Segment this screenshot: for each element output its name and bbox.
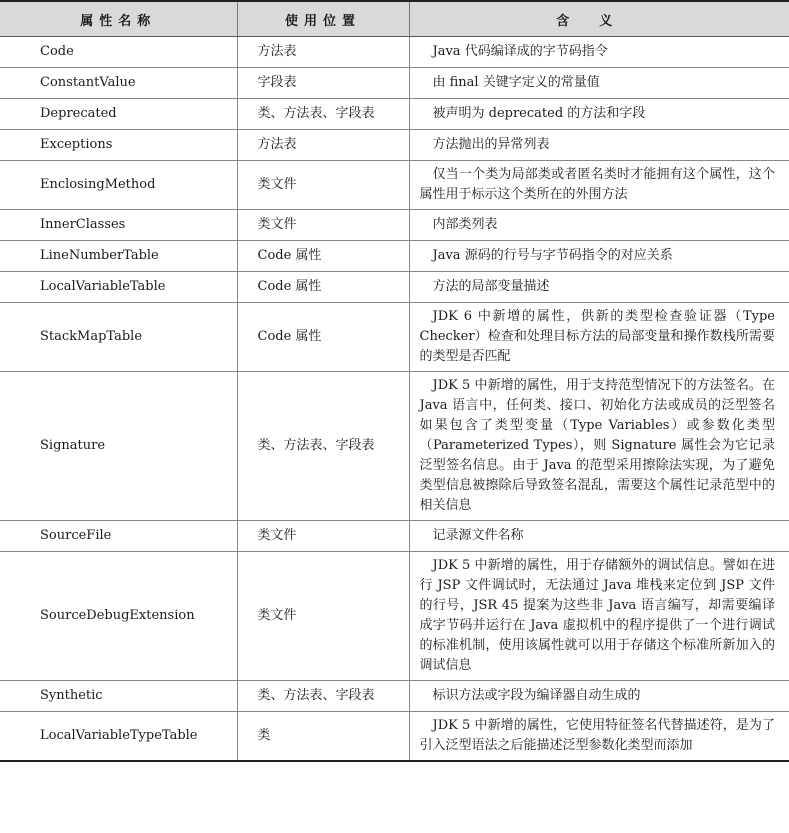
cell-usage-location: 类、方法表、字段表 (237, 99, 409, 130)
table-row (0, 303, 789, 372)
cell-meaning: 被声明为 deprecated 的方法和字段 (409, 99, 789, 130)
cell-usage-location: 类 (237, 712, 409, 762)
cell-usage-location: 类文件 (237, 552, 409, 681)
header-meaning: 含义 (409, 1, 789, 37)
cell-usage-location: 方法表 (237, 37, 409, 68)
cell-meaning: 由 final 关键字定义的常量值 (409, 68, 789, 99)
cell-meaning: 记录源文件名称 (409, 521, 789, 552)
cell-usage-location: 类、方法表、字段表 (237, 681, 409, 712)
cell-usage-location: 字段表 (237, 68, 409, 99)
cell-attribute-name: Code (0, 37, 237, 68)
cell-usage-location: Code 属性 (237, 241, 409, 272)
cell-attribute-name: ConstantValue (0, 68, 237, 99)
table-row (0, 681, 789, 712)
cell-usage-location: 方法表 (237, 130, 409, 161)
cell-meaning: Java 代码编译成的字节码指令 (409, 37, 789, 68)
cell-meaning: 方法的局部变量描述 (409, 272, 789, 303)
cell-meaning: JDK 5 中新增的属性，用于支持范型情况下的方法签名。在 Java 语言中，任何类、接口、初始化方法或成员的泛型签名如果包含了类型变量（Type Variables）或参数化类型（Parameterized Types），则 Signature 属性会为它记录泛型签名信息。由于 Java 的范型采用擦除法实现，为了避免类型信息被擦除后导致签名混乱，需要这个属性记录范型中的相关信息 (409, 372, 789, 521)
cell-meaning: 方法抛出的异常列表 (409, 130, 789, 161)
cell-attribute-name: Signature (0, 372, 237, 521)
cell-attribute-name: EnclosingMethod (0, 161, 237, 210)
table-row (0, 68, 789, 99)
table-row (0, 210, 789, 241)
cell-attribute-name: Deprecated (0, 99, 237, 130)
table-row (0, 37, 789, 68)
cell-attribute-name: StackMapTable (0, 303, 237, 372)
cell-meaning: JDK 5 中新增的属性，用于存储额外的调试信息。譬如在进行 JSP 文件调试时，无法通过 Java 堆栈来定位到 JSP 文件的行号，JSR 45 提案为这些非 Java 语言编写，却需要编译成字节码并运行在 Java 虚拟机中的程序提供了一个进行调试的标准机制，使用该属性就可以用于存储这个标准所新加入的调试信息 (409, 552, 789, 681)
cell-attribute-name: SourceFile (0, 521, 237, 552)
cell-usage-location: 类文件 (237, 521, 409, 552)
cell-meaning: 仅当一个类为局部类或者匿名类时才能拥有这个属性，这个属性用于标示这个类所在的外围方法 (409, 161, 789, 210)
table-row (0, 272, 789, 303)
cell-meaning: 标识方法或字段为编译器自动生成的 (409, 681, 789, 712)
cell-meaning: JDK 5 中新增的属性，它使用特征签名代替描述符，是为了引入泛型语法之后能描述泛型参数化类型而添加 (409, 712, 789, 762)
cell-attribute-name: LocalVariableTable (0, 272, 237, 303)
cell-meaning: 内部类列表 (409, 210, 789, 241)
table-row (0, 372, 789, 521)
header-attribute-name: 属性名称 (0, 1, 237, 37)
cell-attribute-name: LocalVariableTypeTable (0, 712, 237, 762)
cell-usage-location: Code 属性 (237, 303, 409, 372)
header-usage-location: 使用位置 (237, 1, 409, 37)
table-row (0, 712, 789, 762)
table-row (0, 521, 789, 552)
table-row (0, 99, 789, 130)
table-row (0, 552, 789, 681)
cell-usage-location: 类、方法表、字段表 (237, 372, 409, 521)
cell-meaning: Java 源码的行号与字节码指令的对应关系 (409, 241, 789, 272)
cell-attribute-name: InnerClasses (0, 210, 237, 241)
table-row (0, 161, 789, 210)
cell-meaning: JDK 6 中新增的属性，供新的类型检查验证器（Type Checker）检查和处理目标方法的局部变量和操作数栈所需要的类型是否匹配 (409, 303, 789, 372)
cell-usage-location: 类文件 (237, 161, 409, 210)
cell-attribute-name: LineNumberTable (0, 241, 237, 272)
cell-attribute-name: Synthetic (0, 681, 237, 712)
table-row (0, 130, 789, 161)
cell-attribute-name: Exceptions (0, 130, 237, 161)
cell-attribute-name: SourceDebugExtension (0, 552, 237, 681)
cell-usage-location: Code 属性 (237, 272, 409, 303)
table-header-row (0, 1, 789, 37)
cell-usage-location: 类文件 (237, 210, 409, 241)
table-row (0, 241, 789, 272)
